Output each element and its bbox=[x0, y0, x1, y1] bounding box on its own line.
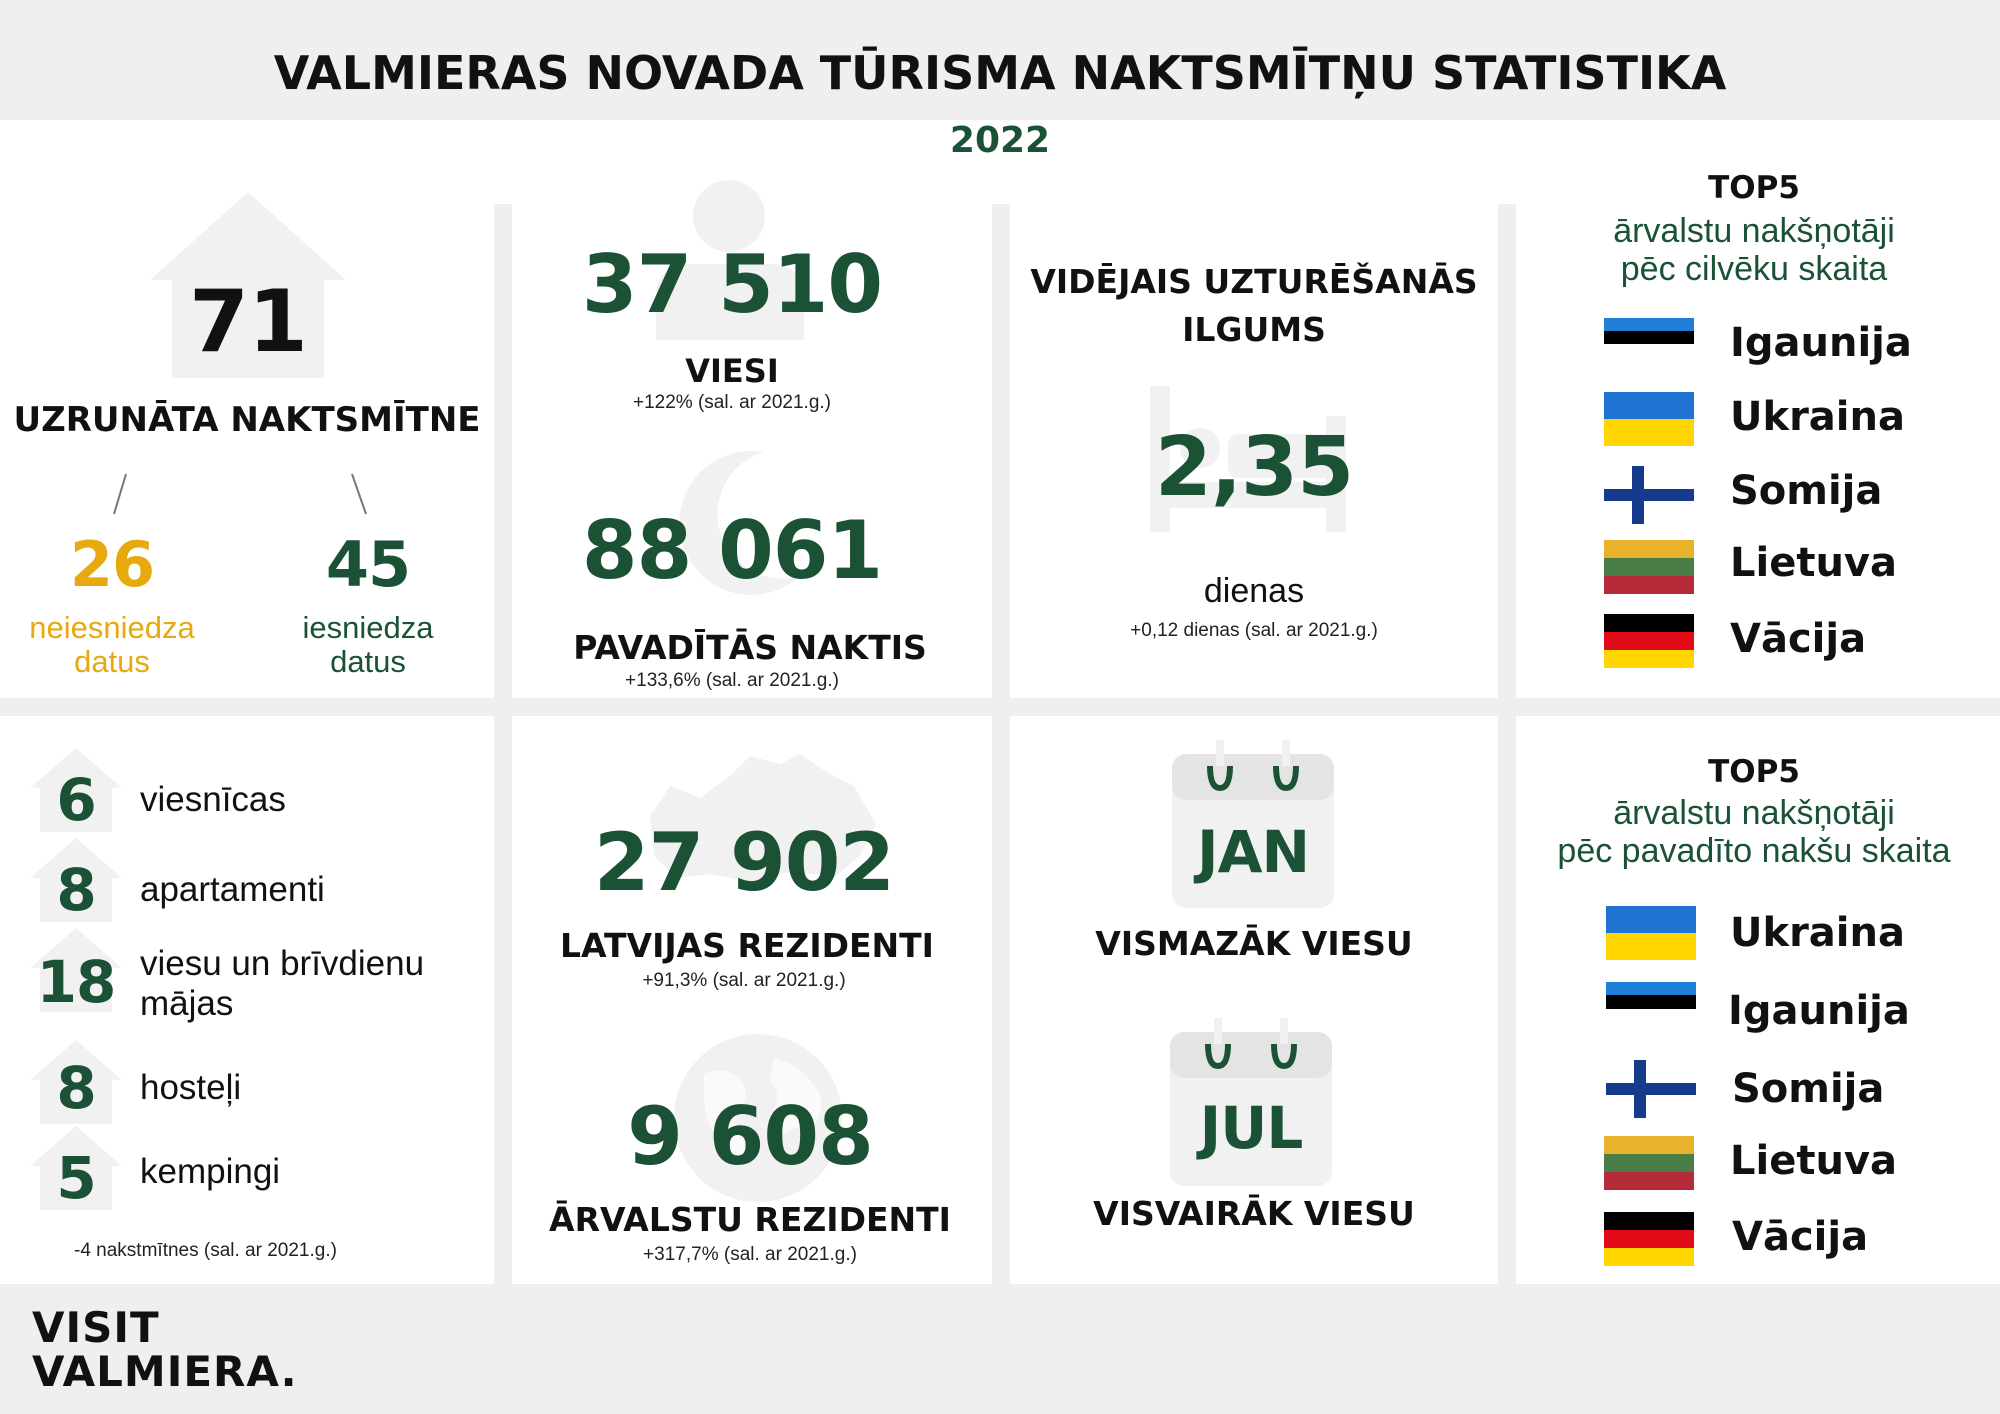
not-submitted-label-2: datus bbox=[74, 644, 150, 679]
stay-unit: dienas bbox=[1203, 572, 1305, 610]
submitted-label-1: iesniedza bbox=[302, 610, 434, 645]
top5-people-country-4: Lietuva bbox=[1730, 540, 1897, 586]
logo-line-2: VALMIERA. bbox=[32, 1347, 298, 1396]
year-label: 2022 bbox=[949, 120, 1051, 161]
top5-nights-country-1: Ukraina bbox=[1730, 910, 1905, 956]
page-title: VALMIERAS NOVADA TŪRISMA NAKTSMĪTŅU STATISTIKA bbox=[273, 46, 1727, 100]
guests-label: VIESI bbox=[685, 352, 779, 390]
top5-people-country-2: Ukraina bbox=[1730, 394, 1905, 440]
top5-nights-country-2: Igaunija bbox=[1728, 988, 1910, 1034]
top5-people-country-1: Igaunija bbox=[1730, 320, 1912, 366]
top5-nights-subtitle-2: pēc pavadīto nakšu skaita bbox=[1557, 832, 1951, 870]
stay-title-1: VIDĒJAIS UZTURĒŠANĀS bbox=[1030, 262, 1478, 301]
top5-nights-country-5: Vācija bbox=[1732, 1214, 1869, 1260]
flag-germany-icon bbox=[1604, 1212, 1694, 1266]
visit-valmiera-logo bbox=[32, 1303, 298, 1396]
max-month: JUL bbox=[1199, 1094, 1303, 1162]
foreign-residents-label: ĀRVALSTU REZIDENTI bbox=[549, 1200, 951, 1239]
guests-value: 37 510 bbox=[581, 238, 883, 331]
flag-ukraine-icon bbox=[1604, 392, 1694, 446]
type-label: kempingi bbox=[140, 1152, 281, 1191]
submitted-value: 45 bbox=[325, 528, 411, 601]
nights-change: +133,6% (sal. ar 2021.g.) bbox=[625, 670, 839, 691]
latvian-residents-change: +91,3% (sal. ar 2021.g.) bbox=[642, 970, 846, 991]
type-count: 6 bbox=[56, 766, 96, 834]
type-count: 5 bbox=[56, 1144, 96, 1212]
top5-people-country-3: Somija bbox=[1730, 468, 1883, 514]
type-label-line2: mājas bbox=[140, 984, 234, 1023]
top5-nights-country-4: Lietuva bbox=[1730, 1138, 1897, 1184]
flag-estonia-icon bbox=[1606, 982, 1696, 1022]
foreign-residents-change: +317,7% (sal. ar 2021.g.) bbox=[643, 1244, 857, 1265]
type-count: 8 bbox=[56, 1054, 96, 1122]
stay-title-2: ILGUMS bbox=[1182, 310, 1326, 349]
top5-people-title: TOP5 bbox=[1708, 170, 1800, 206]
guests-change: +122% (sal. ar 2021.g.) bbox=[632, 392, 832, 413]
top5-nights-subtitle-1: ārvalstu nakšņotāji bbox=[1613, 794, 1895, 832]
not-submitted-value: 26 bbox=[69, 528, 155, 601]
flag-germany-icon bbox=[1604, 614, 1694, 668]
top5-nights-title: TOP5 bbox=[1708, 754, 1800, 790]
flag-finland-icon bbox=[1606, 1060, 1696, 1118]
not-submitted-label-1: neiesniedza bbox=[29, 610, 195, 645]
total-accommodations-value: 71 bbox=[189, 272, 307, 372]
latvian-residents-label: LATVIJAS REZIDENTI bbox=[560, 926, 934, 965]
latvian-residents-value: 27 902 bbox=[593, 816, 895, 909]
logo-line-1: VISIT bbox=[32, 1303, 160, 1352]
flag-lithuania-icon bbox=[1604, 540, 1694, 594]
top5-people-country-5: Vācija bbox=[1730, 616, 1867, 662]
foreign-residents-value: 9 608 bbox=[627, 1090, 873, 1183]
min-month: JAN bbox=[1196, 818, 1309, 886]
split-lines bbox=[100, 470, 380, 520]
nights-label: PAVADĪTĀS NAKTIS bbox=[573, 628, 927, 667]
types-change: -4 nakstmītnes (sal. ar 2021.g.) bbox=[74, 1240, 337, 1261]
total-accommodations-label: UZRUNĀTA NAKTSMĪTNE bbox=[13, 400, 481, 440]
type-count: 18 bbox=[36, 948, 116, 1016]
type-count: 8 bbox=[56, 856, 96, 924]
flag-lithuania-icon bbox=[1604, 1136, 1694, 1190]
flag-estonia-icon bbox=[1604, 318, 1694, 356]
max-month-label: VISVAIRĀK VIESU bbox=[1093, 1194, 1415, 1233]
nights-value: 88 061 bbox=[581, 504, 883, 597]
flag-ukraine-icon bbox=[1606, 906, 1696, 960]
type-label: viesnīcas bbox=[140, 780, 286, 819]
flag-finland-icon bbox=[1604, 466, 1694, 524]
type-label: apartamenti bbox=[140, 870, 325, 909]
top5-people-subtitle-1: ārvalstu nakšņotāji bbox=[1613, 212, 1895, 250]
stay-value: 2,35 bbox=[1154, 420, 1354, 515]
type-label: hosteļi bbox=[140, 1068, 242, 1107]
top5-nights-country-3: Somija bbox=[1732, 1066, 1885, 1112]
type-label: viesu un brīvdienu bbox=[140, 944, 425, 983]
submitted-label-2: datus bbox=[330, 644, 406, 679]
stay-change: +0,12 dienas (sal. ar 2021.g.) bbox=[1130, 620, 1378, 641]
top5-people-subtitle-2: pēc cilvēku skaita bbox=[1620, 250, 1888, 288]
min-month-label: VISMAZĀK VIESU bbox=[1095, 924, 1413, 963]
